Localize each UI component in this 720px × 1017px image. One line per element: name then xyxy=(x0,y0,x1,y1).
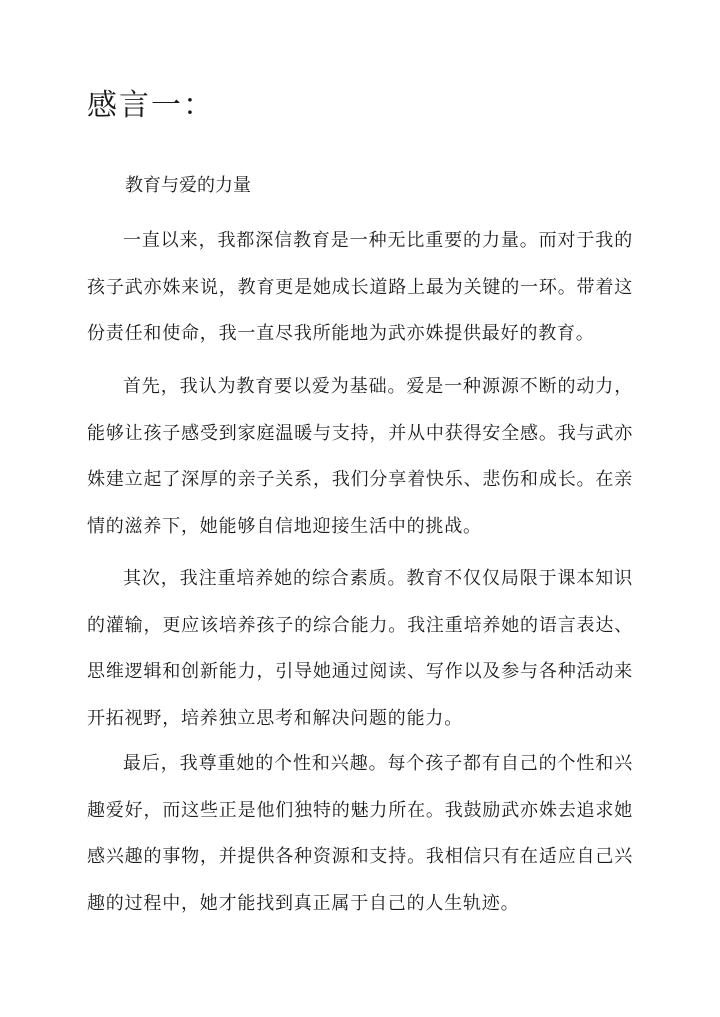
paragraph-2: 首先，我认为教育要以爱为基础。爱是一种源源不断的动力，能够让孩子感受到家庭温暖与支持，并从中获得安全感。我与武亦姝建立起了深厚的亲子关系，我们分享着快乐、悲伤和成长。在亲情的滋养下，她能够自信地迎接生活中的挑战。 xyxy=(87,376,633,537)
paragraph-3: 其次，我注重培养她的综合素质。教育不仅仅局限于课本知识的灌输，更应该培养孩子的综合能力。我注重培养她的语言表达、思维逻辑和创新能力，引导她通过阅读、写作以及参与各种活动来开拓视野，培养独立思考和解决问题的能力。 xyxy=(87,568,633,729)
paragraph-4: 最后，我尊重她的个性和兴趣。每个孩子都有自己的个性和兴趣爱好，而这些正是他们独特的魅力所在。我鼓励武亦姝去追求她感兴趣的事物，并提供各种资源和支持。我相信只有在适应自己兴趣的过程中，她才能找到真正属于自己的人生轨迹。 xyxy=(87,753,633,914)
paragraph-1: 一直以来，我都深信教育是一种无比重要的力量。而对于我的孩子武亦姝来说，教育更是她成长道路上最为关键的一环。带着这份责任和使命，我一直尽我所能地为武亦姝提供最好的教育。 xyxy=(87,230,633,344)
page-title: 感言一： xyxy=(87,88,215,123)
subtitle: 教育与爱的力量 xyxy=(125,175,251,196)
